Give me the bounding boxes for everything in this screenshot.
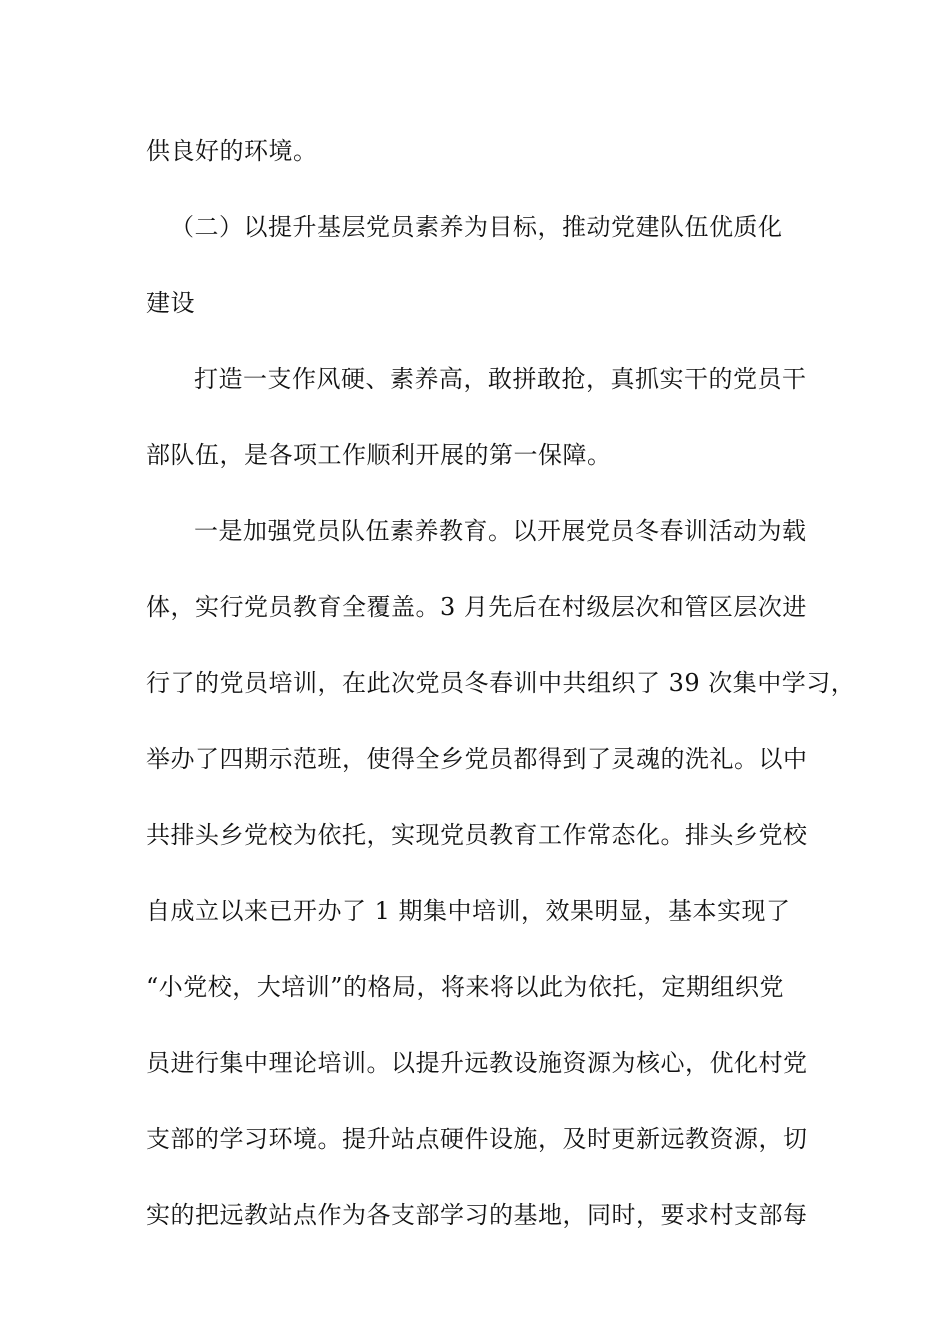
text-line: 行了的党员培训，在此次党员冬春训中共组织了 39 次集中学习， bbox=[146, 669, 856, 697]
text-line: 一是加强党员队伍素养教育。以开展党员冬春训活动为载 bbox=[194, 517, 807, 545]
text-line: “小党校，大培训”的格局，将来将以此为依托，定期组织党 bbox=[146, 973, 785, 1001]
text-line: 供良好的环境。 bbox=[146, 137, 318, 165]
text-line: 举办了四期示范班，使得全乡党员都得到了灵魂的洗礼。以中 bbox=[146, 745, 808, 773]
text-line: 部队伍，是各项工作顺利开展的第一保障。 bbox=[146, 441, 612, 469]
text-line: 体，实行党员教育全覆盖。3 月先后在村级层次和管区层次进 bbox=[146, 593, 807, 621]
text-line: 实的把远教站点作为各支部学习的基地，同时，要求村支部每 bbox=[146, 1201, 808, 1229]
section-heading-continued: 建设 bbox=[146, 289, 195, 317]
text-line: 员进行集中理论培训。以提升远教设施资源为核心，优化村党 bbox=[146, 1049, 808, 1077]
text-line: 打造一支作风硬、素养高，敢拼敢抢，真抓实干的党员干 bbox=[194, 365, 807, 393]
text-line: 支部的学习环境。提升站点硬件设施，及时更新远教资源，切 bbox=[146, 1125, 808, 1153]
text-line: 自成立以来已开办了 1 期集中培训，效果明显，基本实现了 bbox=[146, 897, 791, 925]
text-line: 共排头乡党校为依托，实现党员教育工作常态化。排头乡党校 bbox=[146, 821, 808, 849]
section-heading: （二）以提升基层党员素养为目标，推动党建队伍优质化 bbox=[170, 213, 783, 241]
